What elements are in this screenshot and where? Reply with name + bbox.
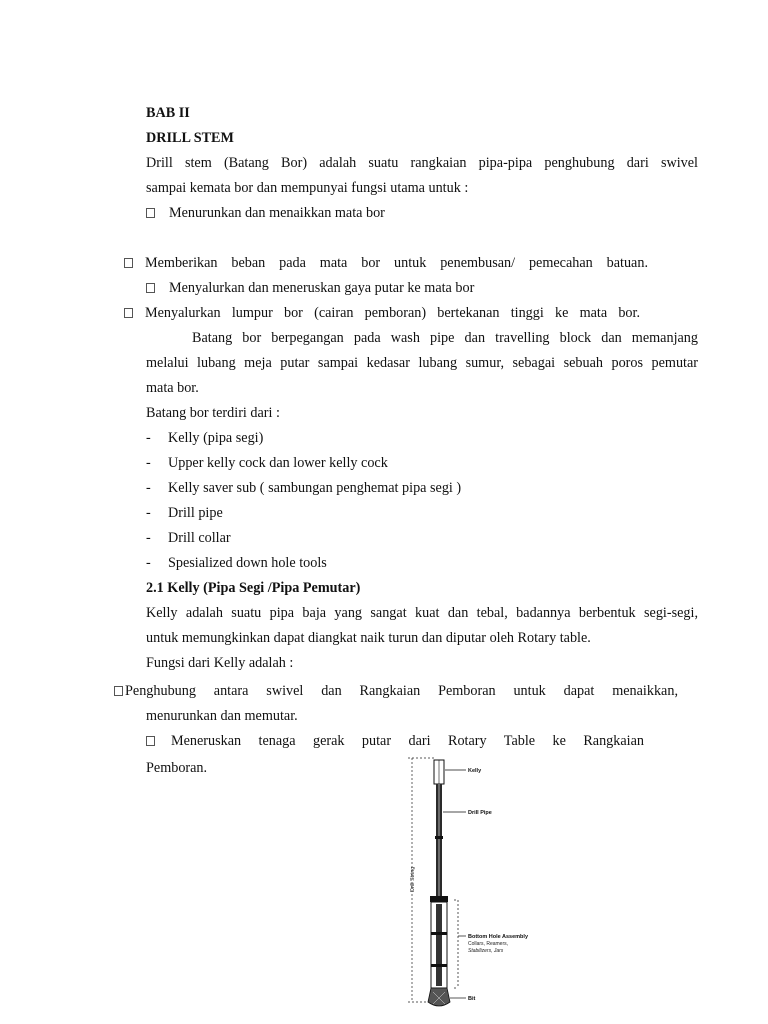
- chapter-title: DRILL STEM: [146, 130, 234, 146]
- section-line-1: Kelly adalah suatu pipa baja yang sangat kuat dan tebal, badannya berbentuk segi-segi,: [146, 605, 698, 621]
- drill-string-diagram: [390, 752, 550, 1020]
- kelly-function-1: Penghubung antara swivel dan Rangkaian Pemboran untuk dapat menaikkan,: [114, 682, 678, 700]
- section-line-2: untuk memungkinkan dapat diangkat naik turun dan diputar oleh Rotary table.: [146, 630, 591, 646]
- dash-marker: -: [146, 455, 151, 471]
- component-item: Spesialized down hole tools: [168, 555, 327, 571]
- component-item: Drill collar: [168, 530, 231, 546]
- paragraph-2-line-1: Batang bor berpegangan pada wash pipe dan travelling block dan memanjang: [192, 330, 698, 346]
- chapter-label: BAB II: [146, 105, 190, 121]
- dash-marker: -: [146, 530, 151, 546]
- drill-pipe-label: Drill Pipe: [468, 810, 492, 816]
- bha-label: Bottom Hole Assembly: [468, 934, 529, 940]
- bha-sub-label: Collars, Reamers,: [468, 941, 509, 947]
- kelly-function-2-cont: Pemboran.: [146, 760, 208, 776]
- dash-marker: -: [146, 555, 151, 571]
- function-item: Menyalurkan dan meneruskan gaya putar ke mata bor: [146, 279, 474, 297]
- dash-marker: -: [146, 505, 151, 521]
- function-item: Menyalurkan lumpur bor (cairan pemboran) bertekanan tinggi ke mata bor.: [124, 304, 640, 322]
- dash-marker: -: [146, 480, 151, 496]
- bit-label: Bit: [468, 996, 476, 1002]
- checkbox-icon: [146, 208, 155, 218]
- paragraph-2-line-3: mata bor.: [146, 380, 199, 396]
- component-item: Kelly saver sub ( sambungan penghemat pipa segi ): [168, 480, 462, 496]
- checkbox-icon: [146, 736, 155, 746]
- kelly-function-2: Meneruskan tenaga gerak putar dari Rotary Table ke Rangkaian: [146, 732, 644, 750]
- bha-sub-label: Stabilizers, Jars: [468, 948, 504, 954]
- drill-string-label: Drill String: [410, 866, 416, 892]
- paragraph-2-line-2: melalui lubang meja putar sampai kedasar lubang sumur, sebagai sebuah poros pemutar: [146, 355, 698, 371]
- component-item: Kelly (pipa segi): [168, 430, 264, 446]
- component-item: Upper kelly cock dan lower kelly cock: [168, 455, 388, 471]
- intro-line-1: Drill stem (Batang Bor) adalah suatu rangkaian pipa-pipa penghubung dari swivel: [146, 155, 698, 171]
- checkbox-icon: [124, 308, 133, 318]
- section-title: 2.1 Kelly (Pipa Segi /Pipa Pemutar): [146, 580, 361, 596]
- kelly-function-1-cont: menurunkan dan memutar.: [146, 708, 298, 724]
- components-intro: Batang bor terdiri dari :: [146, 405, 280, 421]
- component-item: Drill pipe: [168, 505, 223, 521]
- function-item: Menurunkan dan menaikkan mata bor: [146, 204, 385, 222]
- checkbox-icon: [124, 258, 133, 268]
- fungsi-intro: Fungsi dari Kelly adalah :: [146, 655, 294, 671]
- kelly-label: Kelly: [468, 768, 482, 774]
- checkbox-icon: [114, 686, 123, 696]
- function-item: Memberikan beban pada mata bor untuk penembusan/ pemecahan batuan.: [124, 254, 648, 272]
- dash-marker: -: [146, 430, 151, 446]
- checkbox-icon: [146, 283, 155, 293]
- intro-line-2: sampai kemata bor dan mempunyai fungsi utama untuk :: [146, 180, 469, 196]
